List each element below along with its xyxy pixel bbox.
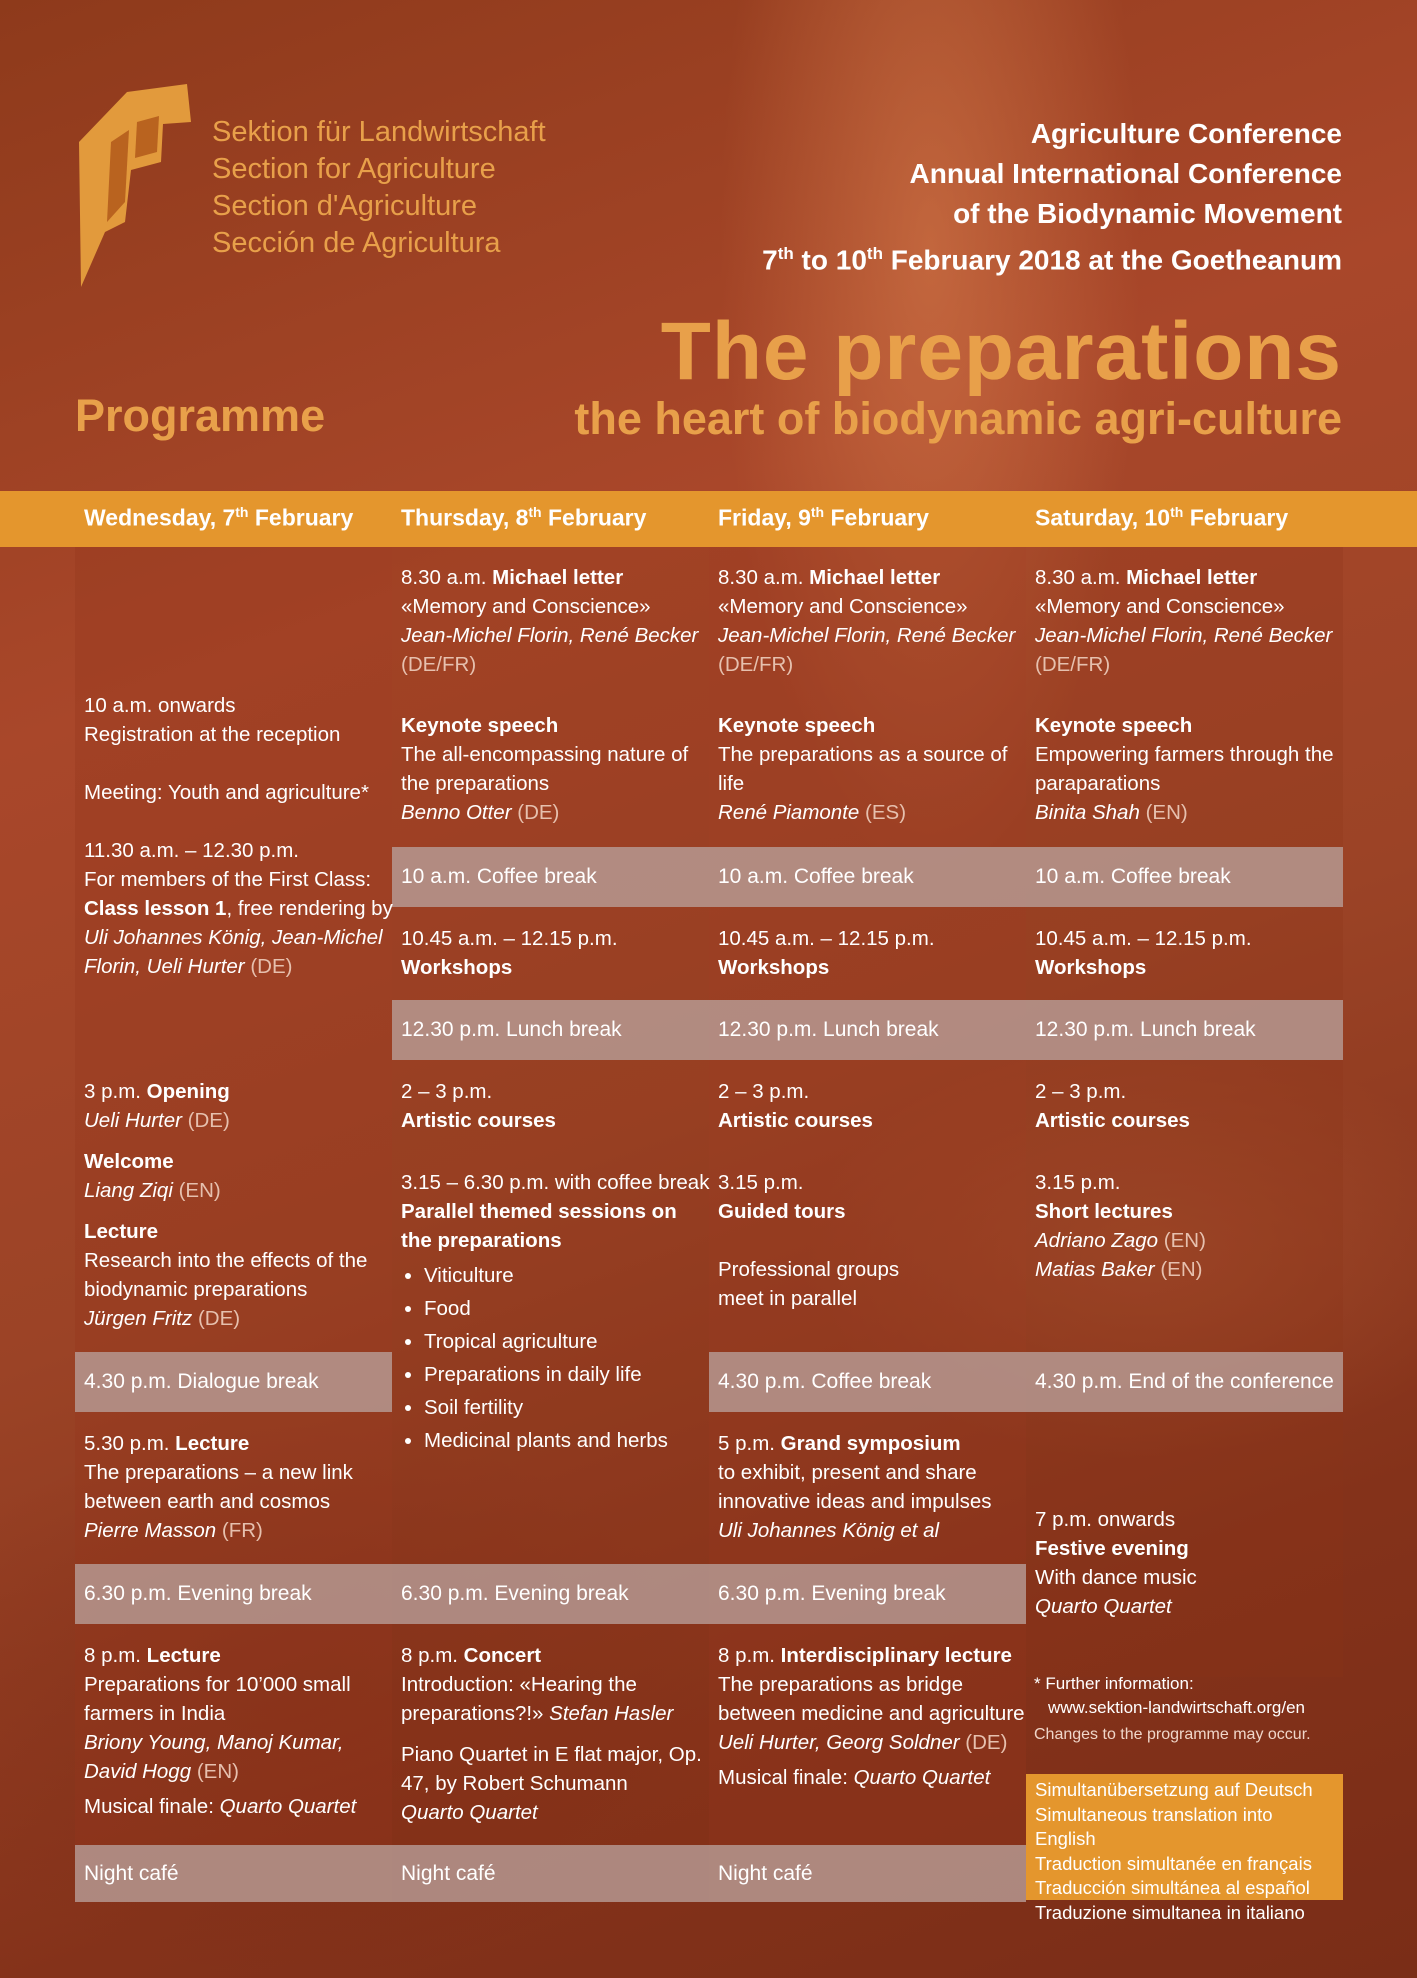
translation-box [1026,1774,1343,1923]
event-text: Research into the effects of the biodynamic preparations [84,1249,368,1301]
event-title: Workshops [718,956,830,979]
list-item: • Viticulture [424,1259,711,1292]
event-time: 10.45 a.m. – 12.15 p.m. [1035,927,1252,950]
event-title: Short lectures [1035,1200,1173,1223]
event-heading [1035,1106,1345,1135]
date-sup: th [866,244,883,263]
section-name-en: Section for Agriculture [212,153,496,185]
event-title: Lecture [84,1220,159,1243]
musical-finale [718,1763,1028,1792]
event-heading [718,563,1028,592]
night-cafe-wed: Night café [84,1862,179,1885]
event-text-part: Introduction: «Hearing the preparations?!» [401,1673,637,1725]
event-title: Grand symposium [780,1432,961,1455]
thu-afternoon [401,1077,711,1457]
event-speakers [84,1728,394,1786]
event-heading [718,953,1028,982]
night-cafe-fri: Night café [718,1862,813,1885]
event-text: «Memory and Conscience» [1035,595,1285,618]
conference-info [762,114,1342,280]
speaker-names: Benno Otter [401,801,512,824]
day-label: February [541,504,647,531]
wed-night-lecture [84,1641,394,1821]
evening-break-thu: 6.30 p.m. Evening break [401,1582,629,1605]
event-time: 8 p.m. [401,1644,464,1667]
speaker-names: Ueli Hurter [84,1109,182,1132]
event-time: 3 p.m. [84,1080,147,1103]
list-item: • Medicinal plants and herbs [424,1424,711,1457]
language-tag: (DE) [517,801,560,824]
sat-festive-evening [1035,1505,1345,1621]
event-heading [401,1106,711,1135]
coffee-break-fri: 10 a.m. Coffee break [718,865,914,888]
event-heading [84,1217,394,1246]
event-time: 10 a.m. onwards [84,694,236,717]
event-text: Professional groups meet in parallel [718,1258,900,1310]
evening-break-fri: 6.30 p.m. Evening break [718,1582,946,1605]
event-heading [401,563,711,592]
event-text: For members of the First Class: [84,868,372,891]
sat-morning [1035,563,1345,827]
evening-break-wed: 6.30 p.m. Evening break [84,1582,312,1605]
event-heading [1035,1197,1345,1226]
event-title: Workshops [1035,956,1147,979]
day-header-saturday [1035,504,1288,532]
event-heading [718,711,1028,740]
wed-lecture-evening [84,1429,394,1545]
list-item: • Preparations in daily life [424,1358,711,1391]
language-tag: (EN) [1160,1258,1203,1281]
event-time: 7 p.m. onwards [1035,1508,1176,1531]
language-tag: (FR) [221,1519,263,1542]
day-header-friday [718,504,929,532]
day-header-thursday [401,504,646,532]
event-title: Keynote speech [401,714,559,737]
event-speakers [1035,621,1345,650]
session-list [401,1259,711,1457]
event-time: 10.45 a.m. – 12.15 p.m. [718,927,935,950]
event-speakers [84,1176,394,1205]
further-label: * Further information: [1034,1674,1194,1693]
event-title: Concert [463,1644,542,1667]
event-title: Keynote speech [1035,714,1193,737]
event-time: 5.30 p.m. [84,1432,176,1455]
event-time: 2 – 3 p.m. [401,1080,493,1103]
lunch-break-fri: 12.30 p.m. Lunch break [718,1018,939,1041]
event-speakers [84,923,394,981]
event-heading [401,953,711,982]
event-time: 2 – 3 p.m. [718,1080,810,1103]
event-text: «Memory and Conscience» [401,595,651,618]
conference-date [762,234,1342,280]
section-names [212,114,546,262]
speaker-names: Stefan Hasler [549,1702,674,1725]
day-sup: th [1170,504,1184,520]
day-label: February [248,504,354,531]
event-title: Michael letter [492,566,624,589]
day-header-wednesday [84,504,353,532]
event-text [84,894,394,923]
list-item: • Food [424,1292,711,1325]
event-time: 11.30 a.m. – 12.30 p.m. [84,839,299,862]
date-part: to 10 [793,244,867,276]
musical-finale [84,1792,394,1821]
night-cafe-thu: Night café [401,1862,496,1885]
day-sup: th [810,504,825,520]
dialogue-break-wed: 4.30 p.m. Dialogue break [75,1352,392,1412]
event-text: Registration at the reception [84,723,341,746]
language-tag: (ES) [865,801,907,824]
event-heading [84,1429,394,1458]
language-tag: (DE) [187,1109,230,1132]
date-sup: th [777,244,794,263]
event-text: Preparations for 10’000 small farmers in India [84,1673,351,1725]
event-text: «Memory and Conscience» [718,595,968,618]
coffee-break-sat: 10 a.m. Coffee break [1035,865,1231,888]
programme-heading: Programme [75,390,326,441]
event-speakers [1035,1592,1345,1621]
event-time: 8.30 a.m. [1035,566,1127,589]
speaker-names: Quarto Quartet [1035,1595,1172,1618]
event-time: 8.30 a.m. [718,566,810,589]
wed-afternoon [84,1077,394,1333]
event-speakers [84,1106,394,1135]
fri-afternoon [718,1077,1028,1313]
speaker-names: Adriano Zago [1035,1229,1159,1252]
event-heading [718,1106,1028,1135]
event-title: Welcome [84,1150,174,1173]
lunch-break-sat: 12.30 p.m. Lunch break [1035,1018,1256,1041]
end-of-conference: 4.30 p.m. End of the conference [1026,1352,1343,1412]
event-heading [401,711,711,740]
event-heading [1035,563,1345,592]
fri-interdisciplinary [718,1641,1028,1792]
translation-line: Traduzione simultanea in italiano [1035,1901,1305,1923]
thu-workshops [401,924,711,982]
event-time: 8 p.m. [84,1644,147,1667]
event-text [401,1670,711,1728]
event-time: 3.15 p.m. [718,1171,804,1194]
event-title: Artistic courses [401,1109,556,1132]
event-heading [1035,1534,1345,1563]
event-speakers [1035,1226,1345,1255]
day-sup: th [235,504,249,520]
date-part: 7 [762,244,778,276]
speaker-names: Briony Young, Manoj Kumar, David Hogg [84,1731,344,1783]
thu-concert [401,1641,711,1827]
day-label: February [1183,504,1289,531]
translation-line: Traducción simultánea al español [1035,1877,1310,1898]
fri-symposium [718,1429,1028,1545]
event-title: Michael letter [1126,566,1258,589]
language-tag: (DE) [197,1307,241,1330]
conference-line: Annual International Conference [909,158,1342,189]
event-speakers [401,1798,711,1827]
event-text: The preparations as a source of life [718,743,1008,795]
coffee-break-fri-pm: 4.30 p.m. Coffee break [709,1352,1026,1412]
event-title: Workshops [401,956,513,979]
event-title: Artistic courses [1035,1109,1190,1132]
event-time: 10.45 a.m. – 12.15 p.m. [401,927,618,950]
event-heading [718,1197,1028,1226]
event-text: to exhibit, present and share innovative ideas and impulses [718,1461,992,1513]
day-label: Friday, 9 [718,504,811,531]
speaker-names: Jürgen Fritz [84,1307,193,1330]
conference-line: Agriculture Conference [1030,118,1342,149]
translation-line: Simultaneous translation into English [1035,1803,1273,1849]
finale-label: Musical finale: [84,1795,220,1818]
section-name-es: Sección de Agricultura [212,227,501,259]
section-name-de: Sektion für Landwirtschaft [212,116,546,148]
speaker-names: Jean-Michel Florin, René Becker [401,624,699,647]
language-tag: (EN) [178,1179,221,1202]
finale-artist: Quarto Quartet [219,1795,357,1818]
event-text: The all-encompassing nature of the preparations [401,743,689,795]
speaker-names: Quarto Quartet [401,1801,538,1824]
event-speakers [718,621,1028,650]
speaker-names: Pierre Masson [84,1519,217,1542]
speaker-names: Liang Ziqi [84,1179,173,1202]
event-time: 5 p.m. [718,1432,781,1455]
section-name-fr: Section d'Agriculture [212,190,478,222]
event-text: Meeting: Youth and agriculture* [84,781,369,804]
list-item: • Soil fertility [424,1391,711,1424]
language-tag: (EN) [196,1760,239,1783]
event-time: 2 – 3 p.m. [1035,1080,1127,1103]
further-information [1034,1672,1305,1720]
finale-label: Musical finale: [718,1766,854,1789]
speaker-names: Binita Shah [1035,801,1140,824]
event-title: Interdisciplinary lecture [780,1644,1012,1667]
event-text: The preparations – a new link between earth and cosmos [84,1461,353,1513]
event-text: Piano Quartet in E flat major, Op. 47, by Robert Schumann [401,1743,702,1795]
event-heading [1035,953,1345,982]
day-label: Thursday, 8 [401,504,529,531]
speaker-names: Jean-Michel Florin, René Becker [1035,624,1333,647]
fri-workshops [718,924,1028,982]
thu-morning [401,563,711,827]
date-part: February 2018 at the Goetheanum [882,244,1342,276]
conference-line: of the Biodynamic Movement [953,198,1342,229]
fri-morning [718,563,1028,827]
speaker-names: René Piamonte [718,801,860,824]
event-heading [84,1641,394,1670]
event-time: 8.30 a.m. [401,566,493,589]
event-speakers [84,1304,394,1333]
language-tag: (DE/FR) [401,653,477,676]
event-speakers [718,1728,1028,1757]
event-title: Artistic courses [718,1109,873,1132]
day-sup: th [528,504,542,520]
sat-afternoon [1035,1077,1345,1284]
event-text: The preparations as bridge between medicine and agriculture [718,1673,1025,1725]
language-tag: (DE) [250,955,293,978]
event-heading [401,1641,711,1670]
page-title: The preparations [660,306,1342,397]
event-text-part: , free rendering by [226,897,393,920]
coffee-break-thu: 10 a.m. Coffee break [401,865,597,888]
event-title: Lecture [175,1432,250,1455]
event-title: Guided tours [718,1200,846,1223]
event-title: Festive evening [1035,1537,1189,1560]
event-title: Keynote speech [718,714,876,737]
translation-line: Simultanübersetzung auf Deutsch [1035,1779,1313,1800]
sat-workshops [1035,924,1345,982]
event-speakers [401,621,711,650]
event-heading [1035,711,1345,740]
language-tag: (DE/FR) [718,653,794,676]
further-link[interactable]: www.sektion-landwirtschaft.org/en [1048,1698,1306,1717]
translation-line: Traduction simultanée en français [1035,1852,1312,1874]
wed-registration [84,691,394,981]
event-speakers [401,798,711,827]
event-title: Lecture [146,1644,221,1667]
event-heading [84,1077,394,1106]
event-speakers [718,1516,1028,1545]
event-speakers [1035,798,1345,827]
event-time: 3.15 – 6.30 p.m. with coffee break [401,1171,710,1194]
event-title: Michael letter [809,566,941,589]
page-subtitle: the heart of biodynamic agri-culture [574,393,1342,444]
section-logo-icon [75,82,195,292]
event-speakers [718,798,1028,827]
event-title: Parallel themed sessions on the preparations [401,1200,677,1252]
event-heading [718,1429,1028,1458]
event-title: Opening [146,1080,230,1103]
speaker-names: Ueli Hurter, Georg Soldner [718,1731,960,1754]
event-speakers [1035,1255,1345,1284]
event-speakers [84,1516,394,1545]
finale-artist: Quarto Quartet [853,1766,991,1789]
language-tag: (DE) [965,1731,1008,1754]
event-time: 8 p.m. [718,1644,781,1667]
speaker-names: Matias Baker [1035,1258,1155,1281]
list-item: • Tropical agriculture [424,1325,711,1358]
event-heading [718,1641,1028,1670]
changes-note: Changes to the programme may occur. [1034,1726,1311,1743]
lunch-break-thu: 12.30 p.m. Lunch break [401,1018,622,1041]
speaker-names: Jean-Michel Florin, René Becker [718,624,1016,647]
language-tag: (EN) [1145,801,1188,824]
event-time: 3.15 p.m. [1035,1171,1121,1194]
event-text: With dance music [1035,1566,1197,1589]
event-heading [401,1197,711,1255]
event-heading [84,1147,394,1176]
day-label: February [824,504,929,531]
speaker-names: Uli Johannes König et al [718,1519,940,1542]
event-text: Empowering farmers through the paraparations [1035,743,1334,795]
speaker-names: Uli Johannes König, Jean-Michel Florin, Ueli Hurter [84,926,383,978]
language-tag: (DE/FR) [1035,653,1111,676]
day-label: Wednesday, 7 [84,504,236,531]
day-label: Saturday, 10 [1035,504,1171,531]
language-tag: (EN) [1163,1229,1206,1252]
event-title: Class lesson 1 [84,897,227,920]
